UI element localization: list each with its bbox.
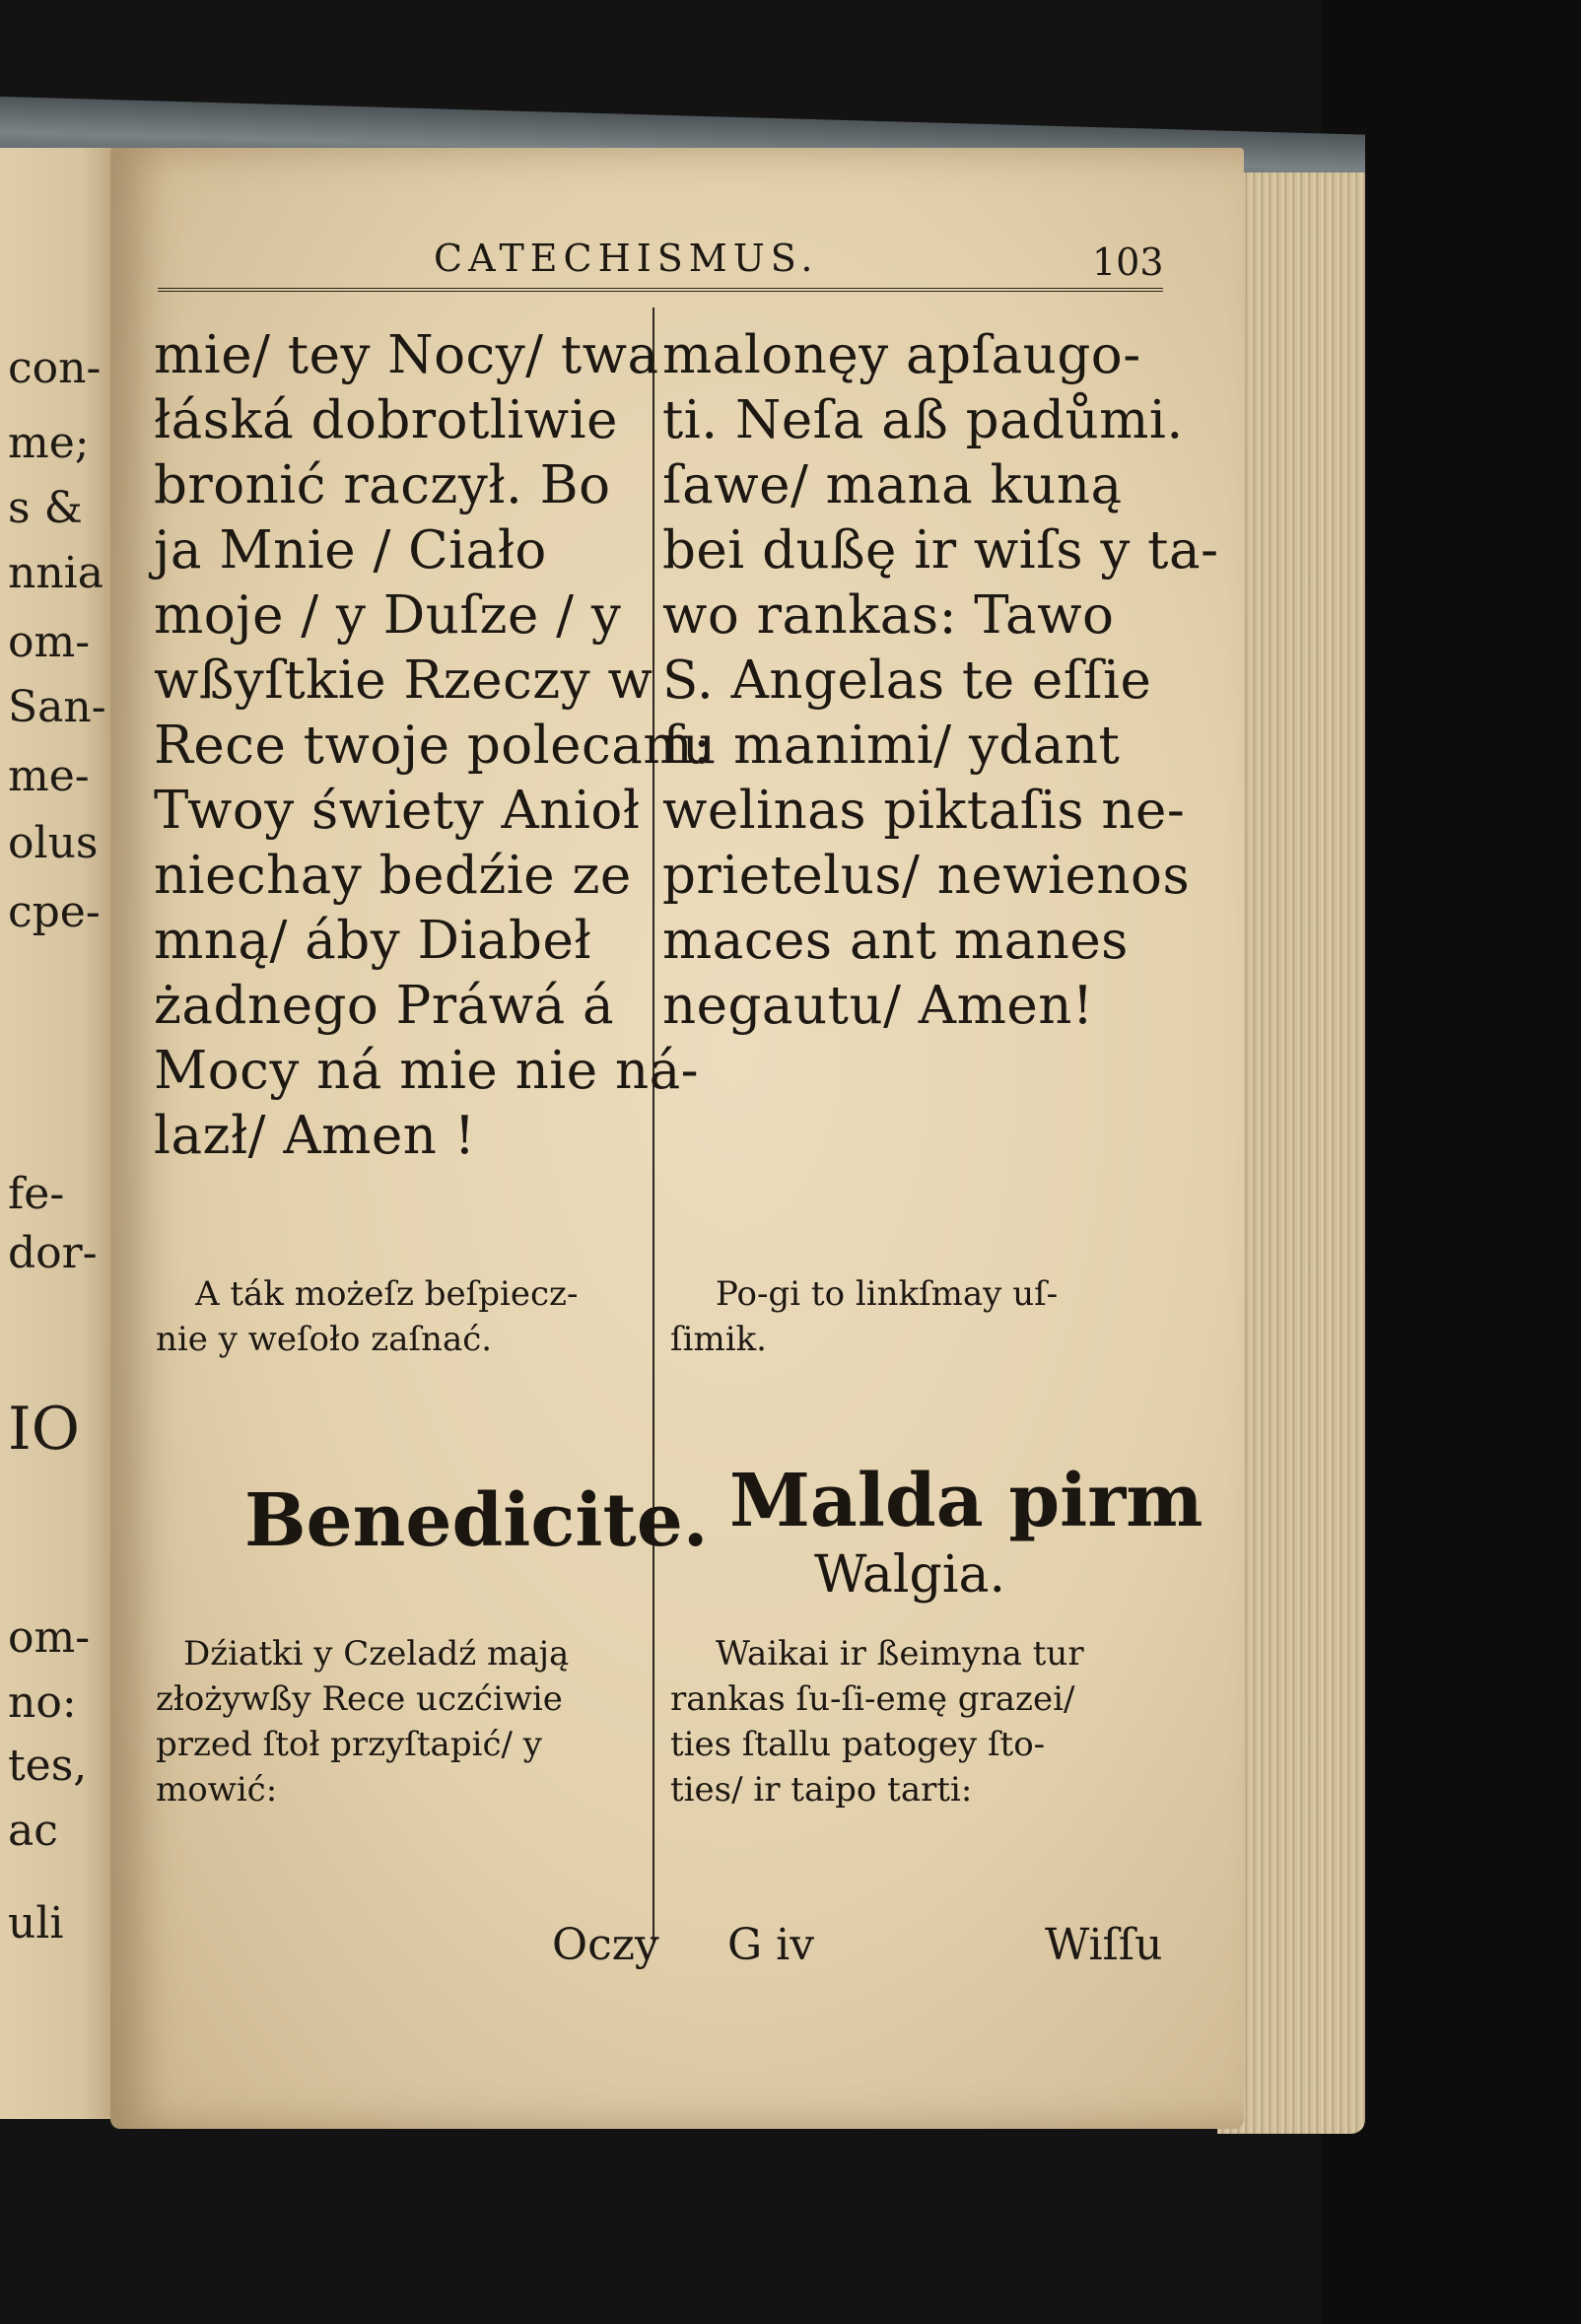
left-fragment: tes, <box>8 1741 88 1791</box>
text-line: prietelus/ newienos <box>662 846 1191 906</box>
catchword-left: Oczy <box>552 1920 659 1970</box>
left-fragment: om- <box>8 1612 91 1663</box>
text-line: mie/ tey Nocy/ twa <box>154 325 659 385</box>
text-line: Rece twoje polecam: <box>154 716 712 776</box>
text-line: Twoy świety Anioł <box>154 781 641 841</box>
paragraph-line: Dźiatki y Czeladź mają <box>183 1634 570 1674</box>
polish-note <box>156 1271 578 1362</box>
left-fragment: dor- <box>8 1228 98 1278</box>
note-line: A ták możeſz beſpiecz- <box>195 1274 579 1314</box>
paragraph-line: mowić: <box>156 1770 278 1810</box>
left-fragment: om- <box>8 617 91 667</box>
polish-paragraph <box>156 1631 569 1812</box>
left-fragment: fe- <box>8 1169 65 1219</box>
left-fragment: no: <box>8 1677 77 1728</box>
left-fragment: olus <box>8 818 99 868</box>
paragraph-line: ties ſtallu patogey ſto- <box>670 1725 1046 1764</box>
left-fragment: uli <box>8 1898 64 1948</box>
text-line: bei dußę ir wiſs y ta- <box>662 520 1219 581</box>
paragraph-line: złożywßy Rece uczćiwie <box>156 1679 563 1719</box>
left-fragment: ac <box>8 1806 58 1856</box>
text-line: bronić raczył. Bo <box>154 455 611 515</box>
text-line: ja Mnie / Ciało <box>154 520 547 581</box>
polish-heading: Benedicite. <box>244 1478 709 1563</box>
text-line: żadnego Práwá á <box>154 976 615 1036</box>
left-fragment: con- <box>8 343 102 393</box>
running-title: CATECHISMUS. <box>434 237 819 280</box>
text-line: malonęy apſaugo- <box>662 325 1141 385</box>
text-line: Mocy ná mie nie ná- <box>154 1041 700 1101</box>
lithuanian-prayer-text <box>662 323 1218 1039</box>
text-line: wßyſtkie Rzeczy w <box>154 650 653 711</box>
text-line: ſawe/ mana kuną <box>662 455 1123 515</box>
left-fragment: me- <box>8 751 90 801</box>
left-fragment: s & <box>8 483 83 533</box>
lithuanian-heading: Malda pirm <box>729 1459 1203 1543</box>
catchword-right: Wiſſu <box>1045 1920 1163 1970</box>
text-line: wo rankas: Tawo <box>662 585 1115 646</box>
text-line: ti. Neſa aß padůmi. <box>662 390 1184 450</box>
text-line: niechay bedźie ze <box>154 846 632 906</box>
header-rule <box>158 288 1163 292</box>
left-fragment: cpe- <box>8 887 101 937</box>
note-line: ſimik. <box>670 1320 767 1359</box>
lithuanian-note <box>670 1271 1058 1362</box>
note-line: Po-gi to linkſmay uſ- <box>716 1274 1059 1314</box>
lithuanian-paragraph <box>670 1631 1084 1812</box>
text-line: moje / y Duſze / y <box>154 585 622 646</box>
lithuanian-subheading: Walgia. <box>814 1545 1006 1605</box>
text-line: lazł/ Amen ! <box>154 1106 476 1166</box>
text-line: maces ant manes <box>662 911 1129 971</box>
text-line: ſu manimi/ ydant <box>662 716 1121 776</box>
text-line: S. Angelas te eſſie <box>662 650 1152 711</box>
paragraph-line: przed ſtoł przyſtapić/ y <box>156 1725 542 1764</box>
left-fragment: nnia <box>8 548 103 598</box>
note-line: nie y weſoło zaſnać. <box>156 1320 493 1359</box>
signature-mark: G iv <box>727 1920 815 1970</box>
text-line: łáská dobrotliwie <box>154 390 618 450</box>
text-line: welinas piktaſis ne- <box>662 781 1186 841</box>
paragraph-line: rankas ſu-ſi-emę grazei/ <box>670 1679 1075 1719</box>
paragraph-line: Waikai ir ßeimyna tur <box>716 1634 1084 1674</box>
left-fragment: me; <box>8 418 90 468</box>
page-number: 103 <box>1092 240 1164 284</box>
left-fragment: IO <box>8 1395 80 1464</box>
polish-prayer-text <box>154 323 711 1169</box>
text-line: mną/ áby Diabeł <box>154 911 592 971</box>
left-fragment: San- <box>8 682 106 732</box>
text-line: negautu/ Amen! <box>662 976 1094 1036</box>
paragraph-line: ties/ ir taipo tarti: <box>670 1770 973 1810</box>
